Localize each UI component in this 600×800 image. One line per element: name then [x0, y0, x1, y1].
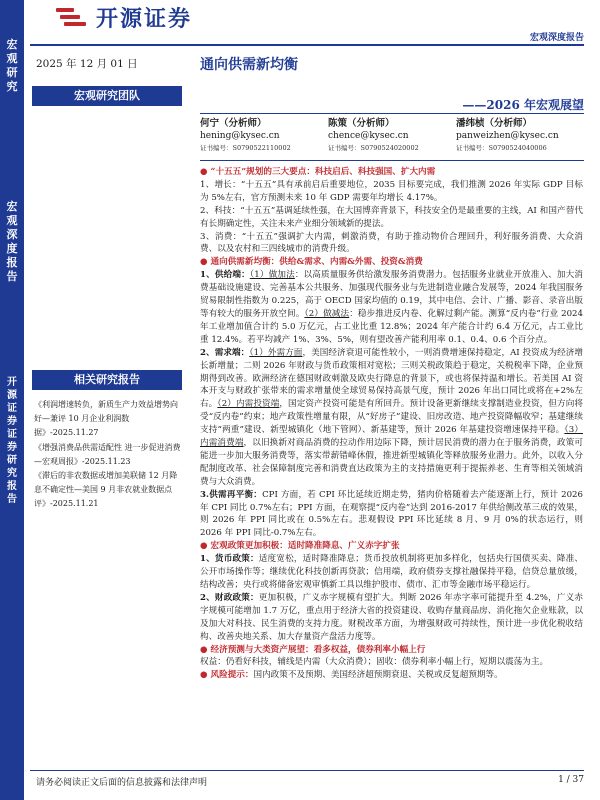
related-report-link[interactable]: 《滞后的非农数据或增加美联储 12 月降息不确定性—美国 9 月非农就业数据点评》-2025.11.21 [34, 471, 178, 509]
kysec-logo [56, 2, 192, 32]
band-label-macro: 宏观研究 [6, 38, 18, 93]
paragraph: 1、增长：“十五五”具有承前启后重要地位，2035 目标要完成，我们推测 2026 年实际 GDP 目标为 5%左右，官方预测未来 10 年 GDP 需要年均增长 4.17%。 [200, 179, 583, 203]
paragraph: 权益：仍看好科技，辅线是内需（大众消费）；固收：债券利率小幅上行，短期以震荡为主。 [200, 657, 549, 668]
report-body [200, 166, 583, 682]
related-reports-title: 相关研究报告 [32, 370, 182, 390]
page-subtitle: ——2026 年宏观展望 [462, 98, 584, 112]
analyst-cert: 证书编号：S0790524040006 [456, 144, 547, 152]
paragraph: 2、科技：“十五五”基调延续性强，在大国博弈背景下，科技安全仍是最重要的主线，AI 和国产替代有长期确定性，关注未来产业细分领域新的提法。 [200, 205, 583, 229]
related-reports-list [34, 398, 184, 512]
paragraph: 2、财政政策：更加积极，广义赤字规模有望扩大。判断 2026 年赤字率可能提升至 4.2%，广义赤字规模可能增加 1.7 万亿，重点用于经济大省的投资建设、收购存量商品房、消化拖欠企业账款，以及加大对科技、民生消费的支持力度。财税改革方面，为增强财政可持续性，预计进一步优化税收结构、改善央地关系、加大存量资产盘活力度等。 [200, 592, 583, 642]
header-rule [30, 44, 584, 46]
section-heading: ● 宏观政策更加积极：适时降准降息、广义赤字扩张 [200, 541, 400, 552]
analyst-name: 何宁（分析师） [200, 118, 267, 129]
analyst-email[interactable]: chence@kysec.cn [328, 131, 409, 141]
analyst-name: 潘纬桢（分析师） [456, 118, 533, 129]
footer-rule [30, 770, 584, 771]
paragraph: 1、供给端：（1）做加法：以高质量服务供给激发服务消费潜力。包括服务业就业开放准入、加大消费基础设施建设、完善基本公共服务、加强现代服务业与先进制造业融合发展等，2024 年我国服务贸易限制性指数为 0.225，高于 OECD 国家均值的 0.19，其中电信、会计、广播、影音、录音出版等有较大的服务开放空间。（2）做减法：稳步推进反内卷、化解过剩产能。测算“反内卷”行业 2024 年工业增加值合计约 5.0 万亿元，占工业比重 12.8%；2024 年产能合计约 6.4 万亿元，占工业比重 12.4%。若平均减产 1%、3%、5%，则有望改善产能利用率 0.1、0.4、0.6 个百分点。 [200, 270, 583, 345]
subtitle-rule [200, 113, 584, 114]
band-label-kysec: 开源证券 证券研究报告 [7, 377, 17, 505]
logo-text: 开源证券 [96, 6, 193, 32]
related-report-link[interactable]: 《增强消费品供需适配性 进一步促进消费—宏观周报》-2025.11.23 [34, 442, 181, 466]
footer-disclaimer: 请务必阅读正文后面的信息披露和法律声明 [36, 778, 208, 788]
analyst-card [328, 118, 419, 154]
page-number: 1 / 37 [558, 775, 584, 785]
analyst-name: 陈策（分析师） [328, 118, 395, 129]
bullet-icon: ● [200, 541, 211, 552]
analyst-cert: 证书编号：S0790524020002 [328, 144, 419, 152]
left-band [0, 0, 24, 800]
bullet-icon: ● [200, 167, 211, 177]
bullet-icon: ● [200, 257, 211, 268]
analyst-email[interactable]: hening@kysec.cn [200, 131, 280, 141]
logo-mark-icon [56, 4, 90, 30]
analyst-block [200, 118, 584, 162]
analyst-card [456, 118, 559, 154]
band-label-report: 宏观深度报告 [6, 200, 18, 283]
bullet-icon: ● [200, 670, 211, 681]
report-date: 2025 年 12 月 01 日 [36, 58, 138, 70]
analyst-card [200, 118, 291, 154]
paragraph: 3.供需再平衡：CPI 方面，若 CPI 环比延续近期走势，猪肉价格随着去产能逐渐上行，预计 2026 年 CPI 同比 0.7%左右；PPI 方面，在观察提“反内卷”达到 2016-2017 年供给侧改革三成的效果，则 2026 年 PPI 同比或在 0.5%左右。悲观假设 PPI 环比延续 8 月、9 月 0%的状态运行，则 2026 年 PPI 同比-0.7%左右。 [200, 489, 583, 539]
analyst-cert: 证书编号：S0790522110002 [200, 144, 291, 152]
risk-note: ● 风险提示：国内政策不及预期、美国经济超预期衰退、关税或反复超预期等。 [200, 670, 503, 681]
page-title: 通向供需新均衡 [200, 57, 298, 73]
team-bar: 宏观研究团队 [32, 86, 182, 106]
related-report-link[interactable]: 《利润增速转负，新质生产力效益增势向好—兼评 10 月企业利润数据》-2025.11.27 [34, 400, 178, 438]
paragraph: 1、货币政策：适度宽松，适时降准降息；货币投放机制将更加多样化，包括央行国债买卖、降准、公开市场操作等；继续优化科技创新再贷款；信用端，政府债券支撑社融保持平稳，信贷总量放缓，结构改善；央行或将储备宏观审慎新工具以维护股市、债市、汇市等金融市场平稳运行。 [200, 554, 583, 590]
bullet-icon: ● [200, 644, 211, 655]
paragraph: 3、消费：“十五五”强调扩大内需，刺激消费，有助于推动物价合理回升，利好服务消费、大众消费、以及农村和三四线城市的消费升级。 [200, 231, 583, 255]
paragraph: 2、需求端：（1）外需方面，美国经济衰退可能性较小，一则消费增速保持稳定，AI 投资成为经济增长新增量；二则 2026 年财政与货币政策相对宽松；三则关税政策趋于稳定，关税税率下降，企业预期得到改善。欧洲经济在德国财政刺激及欧央行降息的背景下，或也将保持温和增长。若美国 AI 资本开支与财政扩张带来的需求增量使全球贸易保持高景气度，预计 2026 年出口同比或将在+2%左右。（2）内需投资端，国定资产投资可能是有所回升。预计设备更新继续支撑制造业投资，但方向将受“反内卷”约束；地产政策性增量有限，从“好房子”建设、旧房改造、地产投资降幅收窄；基建继续支持“两重”建设、新型城镇化（地下管网）、新基建等，预计 2026 年基建投资增速保持平稳。（3）内需消费端，以旧换新对商品消费的拉动作用边际下降，预计居民消费的潜力在于服务消费，政策可能进一步加大服务消费等，落实带薪错峰休假，推进新型城镇化等释放服务业潜力。此外，以收入分配制度改革、社会保障制度完善和消费直达政策为主的支持措施更利于提振养老、生育等相关领域消费与大众消费。 [200, 347, 583, 487]
report-type-label: 宏观深度报告 [529, 33, 584, 43]
analyst-rule [200, 160, 584, 161]
section-heading: ● 经济预测与大类资产展望：看多权益，债券利率小幅上行 [200, 644, 426, 655]
section-heading: ● “十五五”规划的三大要点：科技启后、科技强国、扩大内需 [200, 167, 436, 177]
analyst-email[interactable]: panweizhen@kysec.cn [456, 131, 559, 141]
section-heading: ● 通向供需新均衡：供给&需求、内需&外需、投资&消费 [200, 257, 423, 268]
